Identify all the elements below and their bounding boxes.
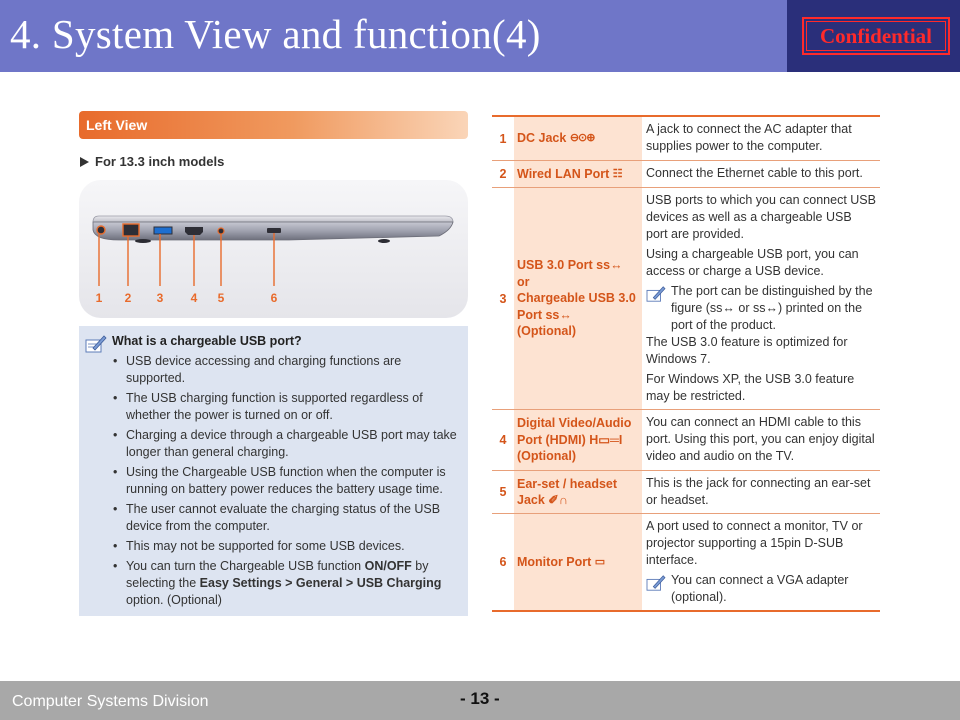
port-note: The port can be distinguished by the figure (ss↔ or ss↔) printed on the port of the product. bbox=[646, 283, 876, 334]
port-name-line: (Optional) bbox=[517, 449, 577, 464]
division-label: Computer Systems Division bbox=[12, 693, 209, 710]
port-note: You can connect a VGA adapter (optional). bbox=[646, 572, 876, 606]
row-number: 3 bbox=[499, 291, 507, 306]
chargeable-usb-info-box bbox=[79, 326, 468, 616]
list-item: • USB device accessing and charging functions are supported. bbox=[112, 353, 462, 387]
table-row bbox=[492, 188, 880, 410]
bullet-bold-text: Easy Settings > General > USB Charging bbox=[199, 576, 442, 590]
confidential-label: Confidential bbox=[806, 21, 946, 51]
port-name: DC Jack ⊖⊙⊕ bbox=[514, 117, 642, 160]
audio-jack-port bbox=[218, 228, 224, 234]
list-item bbox=[112, 558, 462, 609]
port-description: Connect the Ethernet cable to this port. bbox=[646, 166, 863, 180]
slide-header bbox=[0, 0, 960, 72]
slide-footer bbox=[0, 681, 960, 720]
row-number: 6 bbox=[499, 555, 507, 569]
port-name bbox=[514, 471, 642, 513]
table-row bbox=[492, 117, 880, 161]
lan-port bbox=[123, 224, 139, 236]
port-number-2: 2 bbox=[124, 291, 132, 305]
port-name-line: Jack ✐∩ bbox=[517, 493, 568, 507]
hdmi-port bbox=[185, 227, 203, 235]
list-item: • The user cannot evaluate the charging status of the USB device from the computer. bbox=[112, 501, 462, 535]
chargeable-usb-question: What is a chargeable USB port? bbox=[112, 334, 302, 348]
lan-icon: ☷ bbox=[612, 167, 622, 180]
laptop-side-svg bbox=[79, 180, 468, 318]
bullet-text: by selecting the bbox=[126, 559, 429, 590]
row-number: 4 bbox=[499, 433, 507, 447]
callout-lines bbox=[99, 233, 274, 286]
model-subheading bbox=[80, 154, 224, 169]
port-number-6: 6 bbox=[270, 291, 278, 305]
table-row bbox=[492, 514, 880, 610]
chargeable-usb-bullets bbox=[112, 353, 462, 612]
bullet-text: option. (Optional) bbox=[126, 593, 222, 607]
confidential-badge-area bbox=[787, 0, 960, 72]
port-name bbox=[514, 188, 642, 409]
port-name-line: Ear-set / headset bbox=[517, 476, 618, 491]
port-description: This is the jack for connecting an ear-set or headset. bbox=[646, 476, 871, 507]
list-item: • Charging a device through a chargeable USB port may take longer than general charging. bbox=[112, 427, 462, 461]
dc-jack-port bbox=[97, 226, 105, 234]
note-pencil-icon bbox=[646, 574, 666, 592]
port-name-line: or bbox=[517, 274, 530, 289]
laptop-foot bbox=[378, 239, 390, 243]
port-description: A port used to connect a monitor, TV or projector supporting a 15pin D-SUB interface. You can connect a VGA adapter (optional). bbox=[642, 514, 880, 610]
monitor-icon: ▭ bbox=[594, 555, 605, 568]
list-item: • The USB charging function is supported regardless of whether the power is turned on or off. bbox=[112, 390, 462, 424]
port-name-line: (Optional) bbox=[517, 324, 577, 339]
port-name bbox=[514, 410, 642, 470]
dc-jack-icon: ⊖⊙⊕ bbox=[569, 132, 595, 145]
laptop-foot bbox=[135, 239, 151, 243]
note-pencil-icon bbox=[646, 285, 666, 303]
port-name: Wired LAN Port ☷ bbox=[514, 161, 642, 187]
model-subheading-text: For 13.3 inch models bbox=[95, 154, 225, 169]
port-name-line: USB 3.0 Port ss↔ bbox=[517, 258, 623, 273]
left-view-banner bbox=[79, 111, 468, 139]
port-number-5: 5 bbox=[217, 291, 225, 305]
row-number: 2 bbox=[499, 167, 507, 181]
list-item: • Using the Chargeable USB function when the computer is running on battery power reduces the battery usage time. bbox=[112, 464, 462, 498]
bullet-bold-text: ON/OFF bbox=[364, 559, 412, 573]
left-view-title: Left View bbox=[86, 117, 148, 133]
table-row bbox=[492, 410, 880, 471]
port-name: Monitor Port ▭ bbox=[514, 514, 642, 610]
port-name-line: Digital Video/Audio bbox=[517, 416, 632, 431]
page-number: - 13 - bbox=[460, 689, 500, 708]
row-number: 5 bbox=[499, 485, 507, 499]
slide-title: 4. System View and function(4) bbox=[10, 11, 541, 57]
port-number-1: 1 bbox=[95, 291, 103, 305]
triangle-bullet-icon bbox=[80, 157, 89, 167]
bullet-text: You can turn the Chargeable USB function bbox=[126, 559, 365, 573]
table-row bbox=[492, 161, 880, 188]
port-name-line: Chargeable USB 3.0 Port ss↔ bbox=[517, 291, 636, 322]
list-item: • This may not be supported for some USB devices. bbox=[112, 538, 462, 555]
port-name-line: Port (HDMI) H▭═I bbox=[517, 432, 623, 447]
laptop-left-view-illustration bbox=[79, 180, 468, 318]
port-description: You can connect an HDMI cable to this port. Using this port, you can enjoy digital video and audio on the TV. bbox=[646, 415, 875, 463]
port-number-4: 4 bbox=[190, 291, 198, 305]
row-number: 1 bbox=[499, 131, 507, 146]
monitor-port bbox=[267, 228, 281, 233]
port-number-3: 3 bbox=[156, 291, 164, 305]
usb-port bbox=[154, 227, 172, 234]
port-description: A jack to connect the AC adapter that supplies power to the computer. bbox=[646, 122, 852, 153]
table-row bbox=[492, 471, 880, 514]
ports-table bbox=[492, 115, 880, 612]
port-description: USB ports to which you can connect USB devices as well as a chargeable USB port are provided. Using a chargeable USB port, you can access or charge a USB device. The port can be distinguished by the figure (ss↔ or ss↔) printed on the port of the product. The USB 3.0 feature is optimized for Windows 7. For Windows XP, the USB 3.0 feature may be restricted. bbox=[646, 193, 876, 403]
laptop-lid bbox=[93, 216, 453, 222]
note-pencil-icon bbox=[85, 334, 107, 354]
confidential-stamp bbox=[802, 17, 950, 55]
